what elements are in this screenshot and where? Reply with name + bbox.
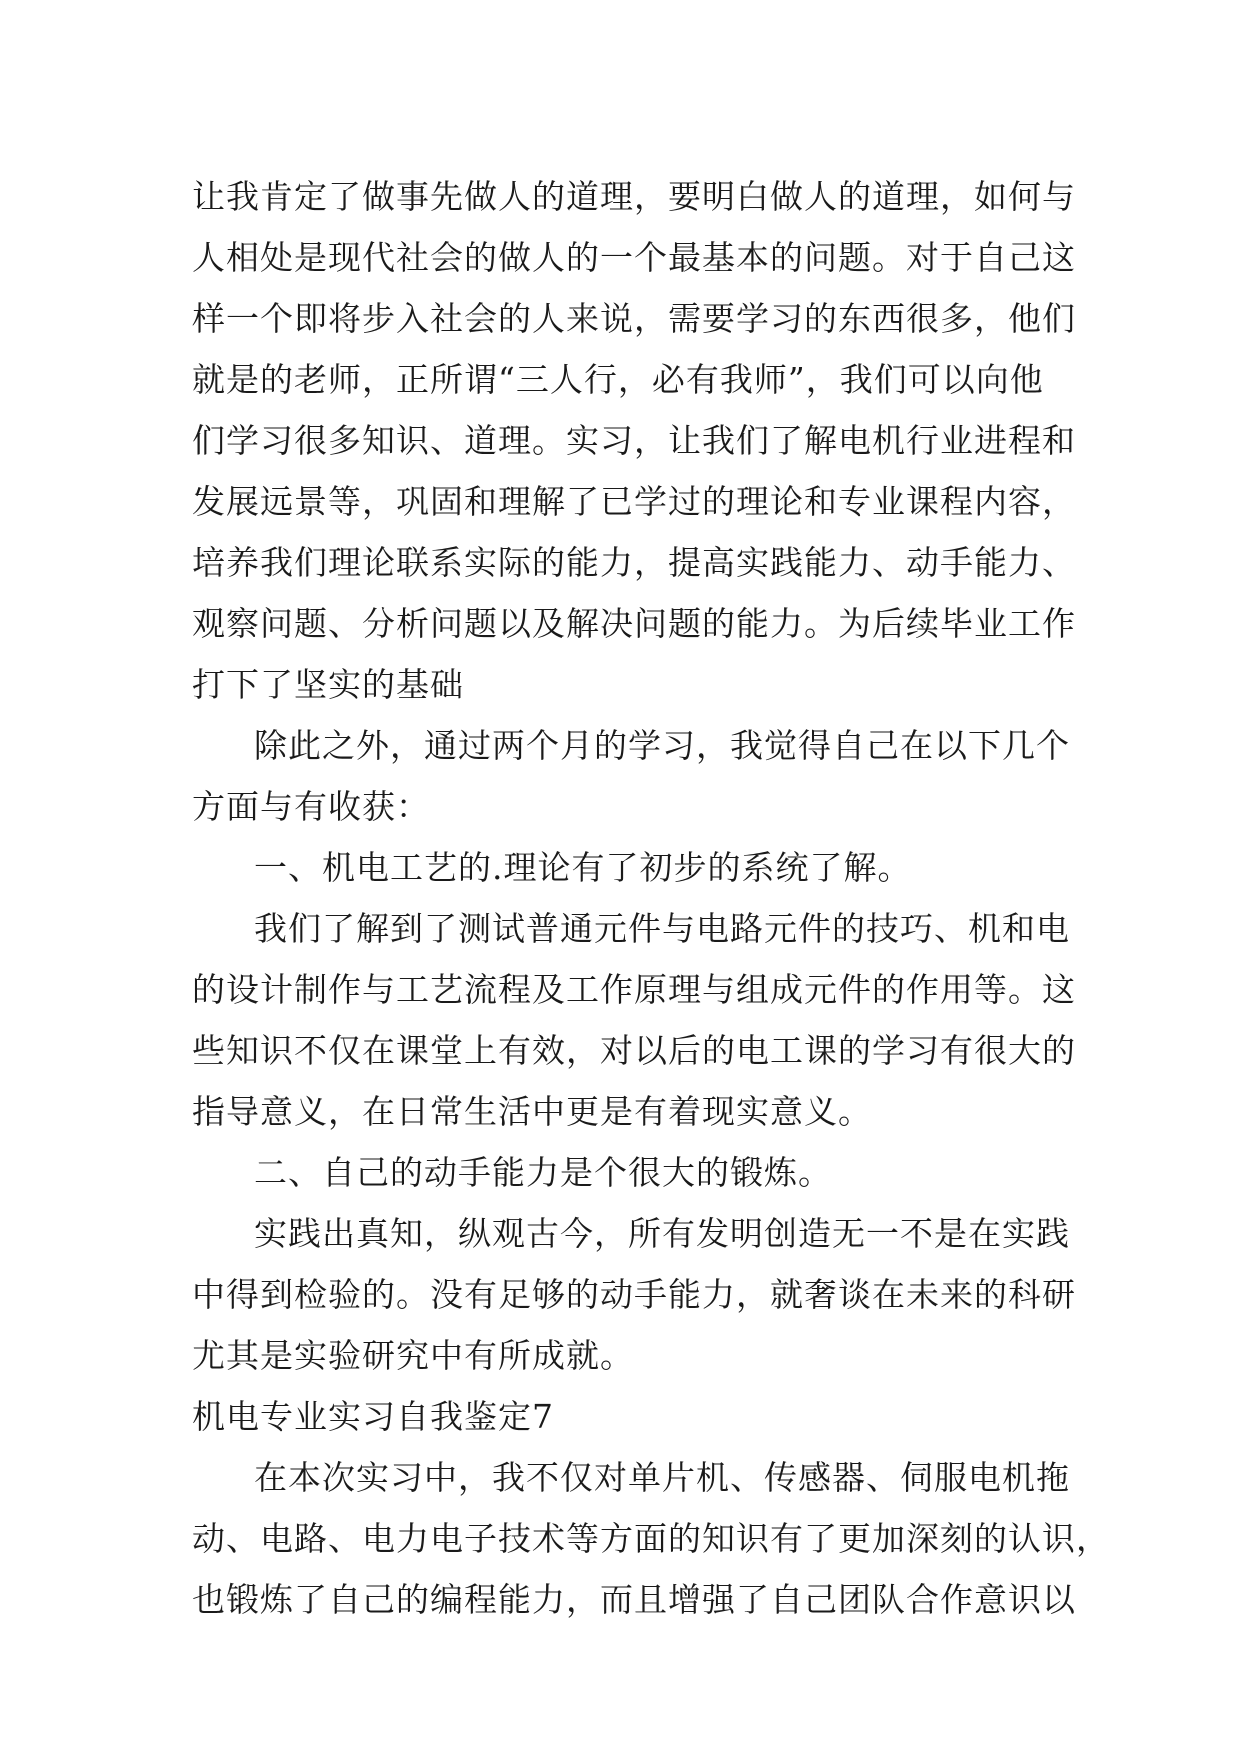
- section-heading-1: 一、机电工艺的.理论有了初步的系统了解。: [254, 848, 912, 887]
- body-text-line: 指导意义，在日常生活中更是有着现实意义。: [192, 1092, 872, 1131]
- body-text-line: 打下了坚实的基础: [192, 665, 464, 704]
- body-text-line: 培养我们理论联系实际的能力，提高实践能力、动手能力、: [192, 543, 1076, 582]
- paragraph-start-line: 在本次实习中，我不仅对单片机、传感器、伺服电机拖: [254, 1458, 1070, 1497]
- body-text-line: 些知识不仅在课堂上有效，对以后的电工课的学习有很大的: [192, 1031, 1076, 1070]
- paragraph-start-line: 我们了解到了测试普通元件与电路元件的技巧、机和电: [254, 909, 1070, 948]
- body-text-line: 的设计制作与工艺流程及工作原理与组成元件的作用等。这: [192, 970, 1076, 1009]
- body-text-line: 观察问题、分析问题以及解决问题的能力。为后续毕业工作: [192, 604, 1076, 643]
- body-text-line: 让我肯定了做事先做人的道理，要明白做人的道理，如何与: [192, 177, 1076, 216]
- document-body: [192, 166, 1110, 1630]
- paragraph-start-line: 除此之外，通过两个月的学习，我觉得自己在以下几个: [254, 726, 1070, 765]
- body-text-line: 就是的老师，正所谓“三人行，必有我师”，我们可以向他: [192, 360, 1044, 399]
- body-text-line: 尤其是实验研究中有所成就。: [192, 1336, 634, 1375]
- body-text-line: 人相处是现代社会的做人的一个最基本的问题。对于自己这: [192, 238, 1076, 277]
- body-text-line: 也锻炼了自己的编程能力，而且增强了自己团队合作意识以: [192, 1580, 1076, 1619]
- body-text-line: 发展远景等，巩固和理解了已学过的理论和专业课程内容，: [192, 482, 1076, 521]
- body-text-line: 中得到检验的。没有足够的动手能力，就奢谈在未来的科研: [192, 1275, 1076, 1314]
- body-text-line: 样一个即将步入社会的人来说，需要学习的东西很多，他们: [192, 299, 1076, 338]
- body-text-line: 们学习很多知识、道理。实习，让我们了解电机行业进程和: [192, 421, 1076, 460]
- body-text-line: 方面与有收获：: [192, 787, 430, 826]
- document-title: 机电专业实习自我鉴定7: [192, 1397, 554, 1436]
- body-text-line: 动、电路、电力电子技术等方面的知识有了更加深刻的认识，: [192, 1519, 1110, 1558]
- section-heading-2: 二、自己的动手能力是个很大的锻炼。: [254, 1153, 832, 1192]
- paragraph-start-line: 实践出真知，纵观古今，所有发明创造无一不是在实践: [254, 1214, 1070, 1253]
